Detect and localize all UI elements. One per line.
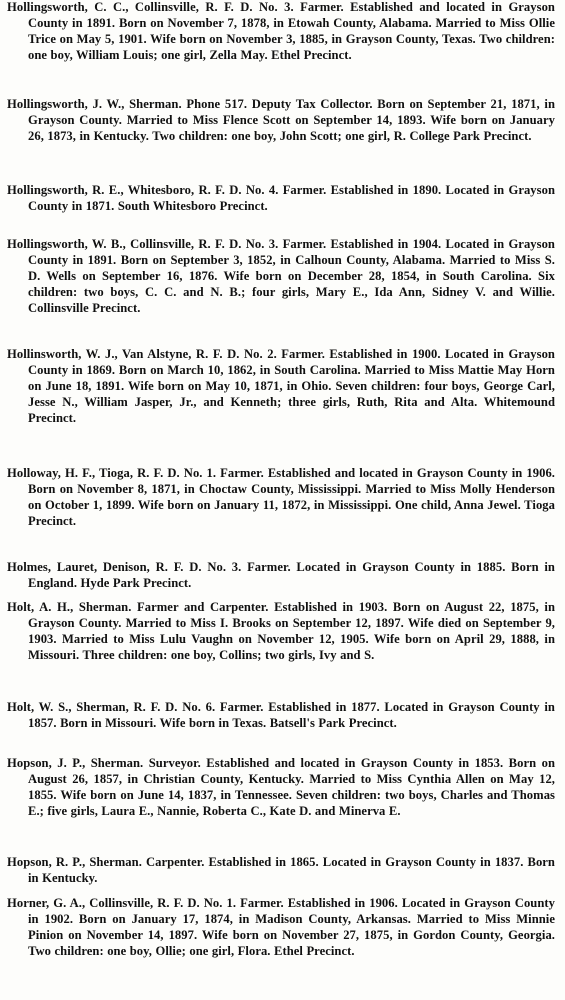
directory-entry: [0, 347, 555, 427]
entry-text: , Sherman, R. F. D. No. 6. Farmer. Established in 1877. Located in Grayson County in 1857. Born in Missouri. Wife born in Texas. Batsell's Park Precinct.: [28, 700, 555, 730]
entry-name: Hollinsworth, W. J.: [7, 347, 115, 361]
directory-entry: [0, 700, 555, 732]
directory-entry: [0, 183, 555, 215]
entry-text: , Denison, R. F. D. No. 3. Farmer. Located in Grayson County in 1885. Born in England. Hyde Park Precinct.: [28, 560, 555, 590]
entry-text: , Sherman. Farmer and Carpenter. Established in 1903. Born on August 22, 1875, in Grayson County. Married to Miss I. Brooks on September 12, 1897. Wife died on September 9, 1903. Married to Miss Lulu Vaughn on November 12, 1905. Wife born on April 29, 1888, in Missouri. Three children: one boy, Collins; two girls, Ivy and S.: [28, 600, 556, 662]
entry-text: , Tioga, R. F. D. No. 1. Farmer. Established and located in Grayson County in 1906. Born on November 8, 1871, in Choctaw County, Mississippi. Married to Miss Molly Henderson on October 1, 1899. Wife born on January 11, 1872, in Mississippi. One child, Anna Jewel. Tioga Precinct.: [28, 466, 555, 528]
entry-text: , Sherman. Carpenter. Established in 1865. Located in Grayson County in 1837. Born in Kentucky.: [28, 855, 555, 885]
entry-name: Horner, G. A.: [7, 896, 82, 910]
directory-entry: [0, 560, 555, 592]
entry-name: Holmes, Lauret: [7, 560, 94, 574]
directory-entry: [0, 97, 555, 145]
directory-entry: [0, 756, 555, 820]
entry-name: Hopson, J. P.: [7, 756, 83, 770]
entry-text: , Collinsville, R. F. D. No. 1. Farmer. Established in 1906. Located in Grayson County in 1902. Born on January 17, 1874, in Madison County, Arkansas. Married to Miss Minnie Pinion on November 14, 1897. Wife born on November 27, 1875, in Gordon County, Georgia. Two children: one boy, Ollie; one girl, Flora. Ethel Precinct.: [28, 896, 555, 958]
directory-entry: [0, 237, 555, 317]
entry-text: , Sherman. Phone 517. Deputy Tax Collector. Born on September 21, 1871, in Grayson County. Married to Miss Flence Scott on September 14, 1893. Wife born on January 26, 1873, in Kentucky. Two children: one boy, John Scott; one girl, R. College Park Precinct.: [28, 97, 555, 143]
entry-name: Hollingsworth, R. E.: [7, 183, 121, 197]
entry-name: Holt, A. H.: [7, 600, 71, 614]
entry-name: Hollingsworth, C. C.: [7, 0, 126, 14]
entry-text: , Sherman. Surveyor. Established and located in Grayson County in 1853. Born on August 26, 1857, in Christian County, Kentucky. Married to Miss Cynthia Allen on May 12, 1855. Wife born on June 14, 1837, in Tennessee. Seven children: two boys, Charles and Thomas E.; five girls, Laura E., Nannie, Roberta C., Kate D. and Minerva E.: [28, 756, 555, 818]
entry-name: Hollingsworth, W. B.: [7, 237, 123, 251]
entry-name: Holloway, H. F.: [7, 466, 92, 480]
directory-entry: [0, 466, 555, 530]
entry-text: , Van Alstyne, R. F. D. No. 2. Farmer. Established in 1900. Located in Grayson County in 1869. Born on March 10, 1862, in South Carolina. Married to Miss Mattie May Horn on June 18, 1891. Wife born on May 10, 1871, in Ohio. Seven children: four boys, George Carl, Jesse N., William Jasper, Jr., and Kenneth; three girls, Ruth, Rita and Alta. Whitemound Precinct.: [28, 347, 555, 425]
entry-name: Hollingsworth, J. W.: [7, 97, 122, 111]
directory-entry: [0, 0, 555, 64]
entry-name: Hopson, R. P.: [7, 855, 83, 869]
entry-text: , Whitesboro, R. F. D. No. 4. Farmer. Established in 1890. Located in Grayson County in 1871. South Whitesboro Precinct.: [28, 183, 556, 213]
directory-entry: [0, 855, 555, 887]
entry-text: , Collinsville, R. F. D. No. 3. Farmer. Established in 1904. Located in Grayson County in 1891. Born on September 3, 1852, in Calhoun County, Alabama. Married to Miss S. D. Wells on September 16, 1876. Wife born on December 28, 1854, in South Carolina. Six children: two boys, C. C. and N. B.; four girls, Mary E., Ida Ann, Sidney V. and Willie. Collinsville Precinct.: [28, 237, 555, 315]
entry-text: , Collinsville, R. F. D. No. 3. Farmer. Established and located in Grayson County in 1891. Born on November 7, 1878, in Etowah County, Alabama. Married to Miss Ollie Trice on May 5, 1901. Wife born on November 3, 1885, in Grayson County, Texas. Two children: one boy, William Louis; one girl, Zella May. Ethel Precinct.: [28, 0, 555, 62]
entry-name: Holt, W. S.: [7, 700, 69, 714]
directory-entry: [0, 600, 555, 664]
directory-entry: [0, 896, 555, 960]
